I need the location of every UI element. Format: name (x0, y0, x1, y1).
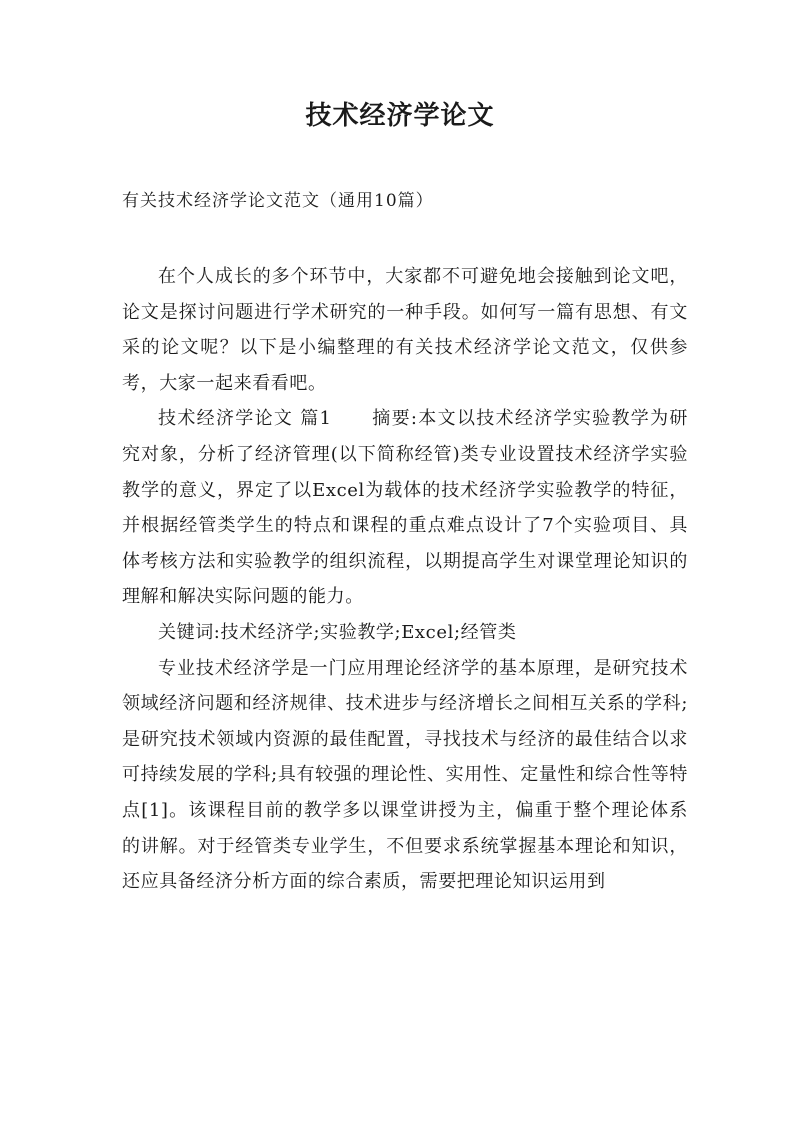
body-paragraph: 专业技术经济学是一门应用理论经济学的基本原理，是研究技术领域经济问题和经济规律、技术进步与经济增长之间相互关系的学科;是研究技术领域内资源的最佳配置，寻找技术与经济的最佳结合以求可持续发展的学科;具有较强的理论性、实用性、定量性和综合性等特点[1]。该课程目前的教学多以课堂讲授为主，偏重于整个理论体系的讲解。对于经管类专业学生，不但要求系统掌握基本理论和知识，还应具备经济分析方面的综合素质，需要把理论知识运用到 (122, 657, 688, 893)
document-subtitle: 有关技术经济学论文范文（通用10篇） (122, 191, 434, 211)
article-heading: 技术经济学论文 篇1 (158, 408, 332, 430)
abstract-paragraph (122, 401, 688, 615)
document-title: 技术经济学论文 (305, 101, 495, 131)
keywords-paragraph: 关键词:技术经济学;实验教学;Excel;经管类 (158, 621, 517, 643)
document-body (122, 259, 688, 900)
intro-paragraph: 在个人成长的多个环节中，大家都不可避免地会接触到论文吧，论文是探讨问题进行学术研究的一种手段。如何写一篇有思想、有文采的论文呢？以下是小编整理的有关技术经济学论文范文，仅供参考，大家一起来看看吧。 (122, 266, 688, 394)
abstract-text: 摘要:本文以技术经济学实验教学为研究对象，分析了经济管理(以下简称经管)类专业设置技术经济学实验教学的意义，界定了以Excel为载体的技术经济学实验教学的特征，并根据经管类学生的特点和课程的重点难点设计了7个实验项目、具体考核方法和实验教学的组织流程，以期提高学生对课堂理论知识的理解和解决实际问题的能力。 (122, 408, 688, 608)
